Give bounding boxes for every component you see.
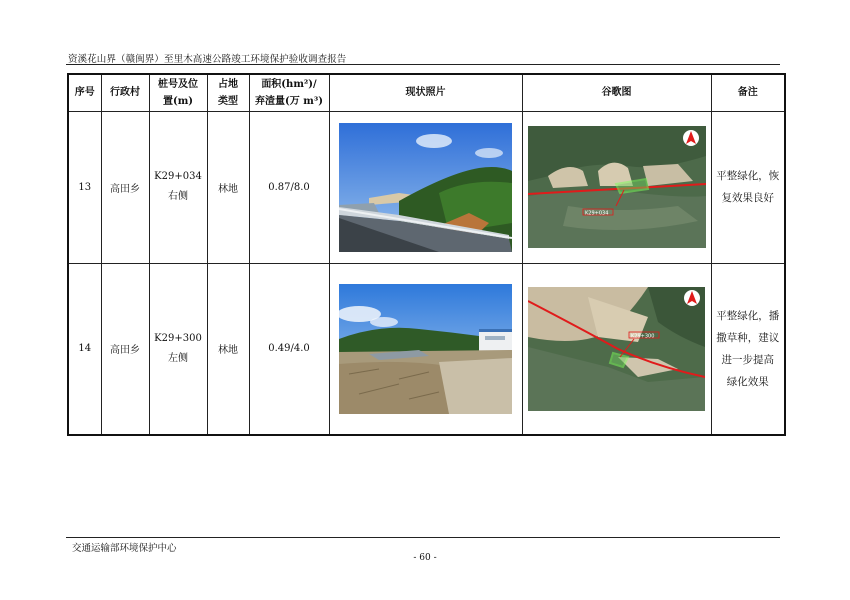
google-map-image: [528, 126, 706, 248]
cell-remark: [711, 263, 785, 435]
col-header-area-line2: 弃渣量(万 m³): [255, 95, 323, 107]
cell-area: 0.49/4.0: [249, 263, 329, 435]
cell-station: [149, 263, 207, 435]
footer-org: 交通运输部环境保护中心: [72, 543, 177, 554]
cell-village: 高田乡: [101, 111, 149, 263]
col-header-remark: 备注: [711, 74, 785, 111]
col-header-station: [149, 74, 207, 111]
col-header-station-line2: 置(m): [162, 95, 194, 107]
col-header-area: [249, 74, 329, 111]
report-header-title: 资溪花山界（赣闽界）至里木高速公路竣工环境保护验收调查报告: [68, 54, 347, 65]
col-header-landtype-line1: 占地: [218, 78, 238, 90]
cell-photo: [329, 111, 522, 263]
col-header-google: 谷歌图: [522, 74, 711, 111]
page-number: - 60 -: [413, 553, 437, 563]
cell-google-map: [522, 111, 711, 263]
cell-seq: 14: [68, 263, 101, 435]
cell-google-map: [522, 263, 711, 435]
cell-landtype: 林地: [207, 111, 249, 263]
station-side: 右侧: [168, 191, 188, 202]
header-divider: [66, 64, 780, 65]
footer-divider: [66, 537, 780, 538]
google-map-image: [528, 287, 705, 411]
map-station-label: K29+034: [584, 210, 608, 217]
remark-line: 绿化效果: [726, 375, 769, 388]
col-header-landtype: [207, 74, 249, 111]
map-station-label: K29+300: [631, 333, 655, 340]
remark-line: 平整绿化，恢: [716, 170, 780, 182]
station-number: K29+300: [154, 332, 202, 344]
remark-line: 进一步提高: [721, 353, 774, 366]
table-row: [68, 111, 785, 263]
remark-line: 平整绿化，播: [716, 309, 780, 322]
cell-seq: 13: [68, 111, 101, 263]
col-header-landtype-line2: 类型: [218, 95, 238, 107]
col-header-station-line1: 桩号及位: [158, 78, 198, 90]
cell-remark: [711, 111, 785, 263]
col-header-village: 行政村: [101, 74, 149, 111]
col-header-seq: 序号: [68, 74, 101, 111]
remark-line: 复效果良好: [721, 192, 774, 204]
remark-line: 撒草种，建议: [716, 331, 780, 344]
table-row: [68, 263, 785, 435]
cell-landtype: 林地: [207, 263, 249, 435]
col-header-area-line1: 面积(hm²)/: [261, 78, 317, 90]
survey-table: [67, 73, 786, 436]
cell-village: 高田乡: [101, 263, 149, 435]
cell-photo: [329, 263, 522, 435]
cell-station: [149, 111, 207, 263]
cell-area: 0.87/8.0: [249, 111, 329, 263]
table-header-row: [68, 74, 785, 111]
station-side: 左侧: [168, 352, 188, 364]
col-header-photo: 现状照片: [329, 74, 522, 111]
station-number: K29+034: [154, 171, 202, 182]
site-photo: [339, 284, 512, 414]
site-photo: [339, 123, 512, 252]
